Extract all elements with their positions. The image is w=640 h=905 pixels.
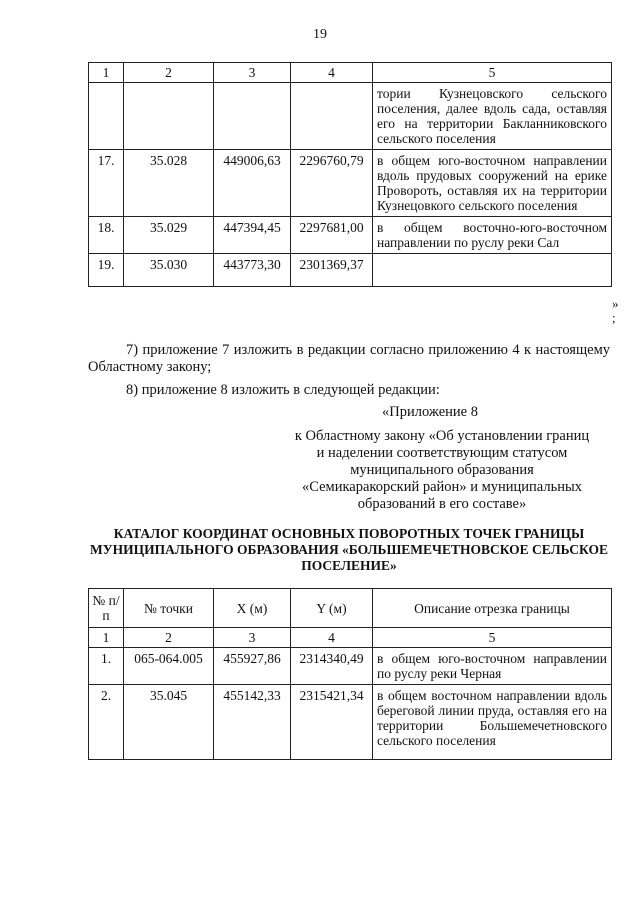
appendix-title: «Приложение 8 xyxy=(382,404,478,420)
row-index: 17. xyxy=(89,150,124,217)
row-index: 2. xyxy=(89,685,124,760)
y-coordinate: 2301369,37 xyxy=(291,254,373,287)
segment-description: в общем восточном направлении вдоль береговой линии пруда, оставляя его на территории Большемечетновского сельского поселения xyxy=(373,685,612,760)
closing-quote: » ; xyxy=(612,296,619,325)
table-row xyxy=(89,83,612,150)
column-number: 1 xyxy=(89,63,124,83)
x-coordinate: 449006,63 xyxy=(214,150,291,217)
y-coordinate: 2296760,79 xyxy=(291,150,373,217)
column-number: 2 xyxy=(124,63,214,83)
row-index: 18. xyxy=(89,217,124,254)
amendment-paragraph-7 xyxy=(88,342,610,376)
table-row xyxy=(89,254,612,287)
x-coordinate: 443773,30 xyxy=(214,254,291,287)
segment-description: в общем юго-восточном направлении по руслу реки Черная xyxy=(373,648,612,685)
segment-description: тории Кузнецовского сельского поселения, далее вдоль сада, оставляя его на территории Бакланниковского сельского поселения xyxy=(373,83,612,150)
table-row xyxy=(89,217,612,254)
table-number-row xyxy=(89,63,612,83)
table-row xyxy=(89,685,612,760)
column-header: Описание отрезка границы xyxy=(373,589,612,628)
coordinates-table-continued xyxy=(88,62,612,287)
segment-description xyxy=(373,254,612,287)
table-header-row xyxy=(89,589,612,628)
paragraph-text: 7) приложение 7 изложить в редакции согласно приложению 4 к настоящему Областному закону; xyxy=(88,342,610,375)
column-number: 3 xyxy=(214,628,291,648)
page-number: 19 xyxy=(313,27,327,42)
point-id: 065-064.005 xyxy=(124,648,214,685)
column-header: № п/п xyxy=(89,589,124,628)
y-coordinate: 2315421,34 xyxy=(291,685,373,760)
table-row xyxy=(89,648,612,685)
row-index: 1. xyxy=(89,648,124,685)
catalog-title: КАТАЛОГ КООРДИНАТ ОСНОВНЫХ ПОВОРОТНЫХ ТОЧЕК ГРАНИЦЫ МУНИЦИПАЛЬНОГО ОБРАЗОВАНИЯ «БОЛЬШЕМЕЧЕТНОВСКОЕ СЕЛЬСКОЕ ПОСЕЛЕНИЕ» xyxy=(90,526,608,573)
x-coordinate xyxy=(214,83,291,150)
row-index xyxy=(89,83,124,150)
column-number: 4 xyxy=(291,63,373,83)
point-id: 35.030 xyxy=(124,254,214,287)
column-number: 4 xyxy=(291,628,373,648)
y-coordinate xyxy=(291,83,373,150)
point-id xyxy=(124,83,214,150)
segment-description: в общем юго-восточном направлении вдоль прудовых сооружений на ерике Провороть, оставляя их на территории Кузнецовкого сельского поселения xyxy=(373,150,612,217)
point-id: 35.045 xyxy=(124,685,214,760)
amendment-paragraph-8 xyxy=(88,382,610,399)
x-coordinate: 455142,33 xyxy=(214,685,291,760)
point-id: 35.029 xyxy=(124,217,214,254)
segment-description: в общем восточно-юго-восточном направлении по руслу реки Сал xyxy=(373,217,612,254)
column-header: № точки xyxy=(124,589,214,628)
coordinates-table xyxy=(88,588,612,760)
column-number: 2 xyxy=(124,628,214,648)
table-row xyxy=(89,150,612,217)
y-coordinate: 2297681,00 xyxy=(291,217,373,254)
column-number: 5 xyxy=(373,628,612,648)
y-coordinate: 2314340,49 xyxy=(291,648,373,685)
column-number: 1 xyxy=(89,628,124,648)
table-number-row xyxy=(89,628,612,648)
x-coordinate: 455927,86 xyxy=(214,648,291,685)
row-index: 19. xyxy=(89,254,124,287)
point-id: 35.028 xyxy=(124,150,214,217)
x-coordinate: 447394,45 xyxy=(214,217,291,254)
column-number: 5 xyxy=(373,63,612,83)
column-number: 3 xyxy=(214,63,291,83)
column-header: Y (м) xyxy=(291,589,373,628)
column-header: Х (м) xyxy=(214,589,291,628)
appendix-reference: к Областному закону «Об установлении границ и наделении соответствующим статусом муниципального образования «Семикаракорский район» и муниципальных образований в его составе» xyxy=(294,428,590,512)
paragraph-text: 8) приложение 8 изложить в следующей редакции: xyxy=(126,382,440,398)
